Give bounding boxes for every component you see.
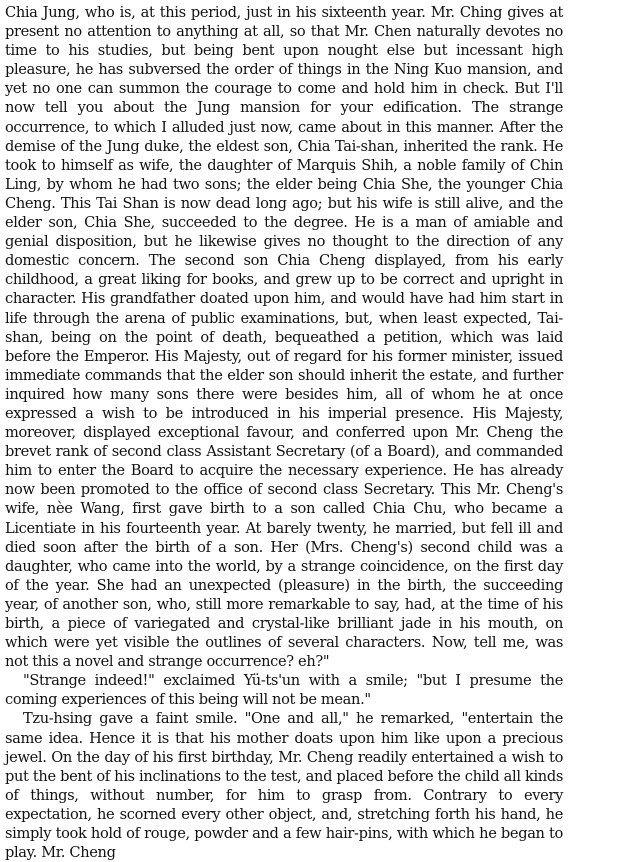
paragraph-1: Chia Jung, who is, at this period, just in his sixteenth year. Mr. Ching gives at present no attention to anything at all, so that Mr. Chen naturally devotes no time to his studies, but being bent upon nought else but incessant high pleasure, he has subversed the order of things in the Ning Kuo mansion, and yet no one can summon the courage to come and hold him in check. But I'll now tell you about the Jung mansion for your edification. The strange occurrence, to which I alluded just now, came about in this manner. After the demise of the Jung duke, the eldest son, Chia Tai-shan, inherited the rank. He took to himself as wife, the daughter of Marquis Shih, a noble family of Chin Ling, by whom he had two sons; the elder being Chia She, the younger Chia Cheng. This Tai Shan is now dead long ago; but his wife is still alive, and the elder son, Chia She, succeeded to the degree. He is a man of amiable and genial disposition, but he likewise gives no thought to the direction of any domestic concern. The second son Chia Cheng displayed, from his early childhood, a great liking for books, and grew up to be correct and upright in character. His grandfather doated upon him, and would have had him start in life through the arena of public examinations, but, when least expected, Tai-shan, being on the point of death, bequeathed a petition, which was laid before the Emperor. His Majesty, out of regard for his former minister, issued immediate commands that the elder son should inherit the estate, and further inquired how many sons there were besides him, all of whom he at once expressed a wish to be introduced in his imperial presence. His Majesty, moreover, displayed exceptional favour, and conferred upon Mr. Cheng the brevet rank of second class Assistant Secretary (of a Board), and commanded him to enter the Board to acquire the necessary experience. He has already now been promoted to the office of second class Secretary. This Mr. Cheng's wife, nèe Wang, first gave birth to a son called Chia Chu, who became a Licentiate in his fourteenth year. At barely twenty, he married, but fell ill and died soon after the birth of a son. Her (Mrs. Cheng's) second child was a daughter, who came into the world, by a strange coincidence, on the first day of the year. She had an unexpected (pleasure) in the birth, the succeeding year, of another son, who, still more remarkable to say, had, at the time of his birth, a piece of variegated and crystal-like brilliant jade in his mouth, on which were yet visible the outlines of several characters. Now, tell me, was not this a novel and strange occurrence? eh?" (5, 4, 563, 671)
page-body (5, 3, 563, 862)
paragraph-2: "Strange indeed!" exclaimed Yü-ts'un with a smile; "but I presume the coming experiences of this being will not be mean." (5, 672, 563, 709)
paragraph-3: Tzu-hsing gave a faint smile. "One and all," he remarked, "entertain the same idea. Hence it is that his mother doats upon him like upon a precious jewel. On the day of his first birthday, Mr. Cheng readily entertained a wish to put the bent of his inclinations to the test, and placed before the child all kinds of things, without number, for him to grasp from. Contrary to every expectation, he scorned every other object, and, stretching forth his hand, he simply took hold of rouge, powder and a few hair-pins, with which he began to play. Mr. Cheng (5, 710, 563, 862)
